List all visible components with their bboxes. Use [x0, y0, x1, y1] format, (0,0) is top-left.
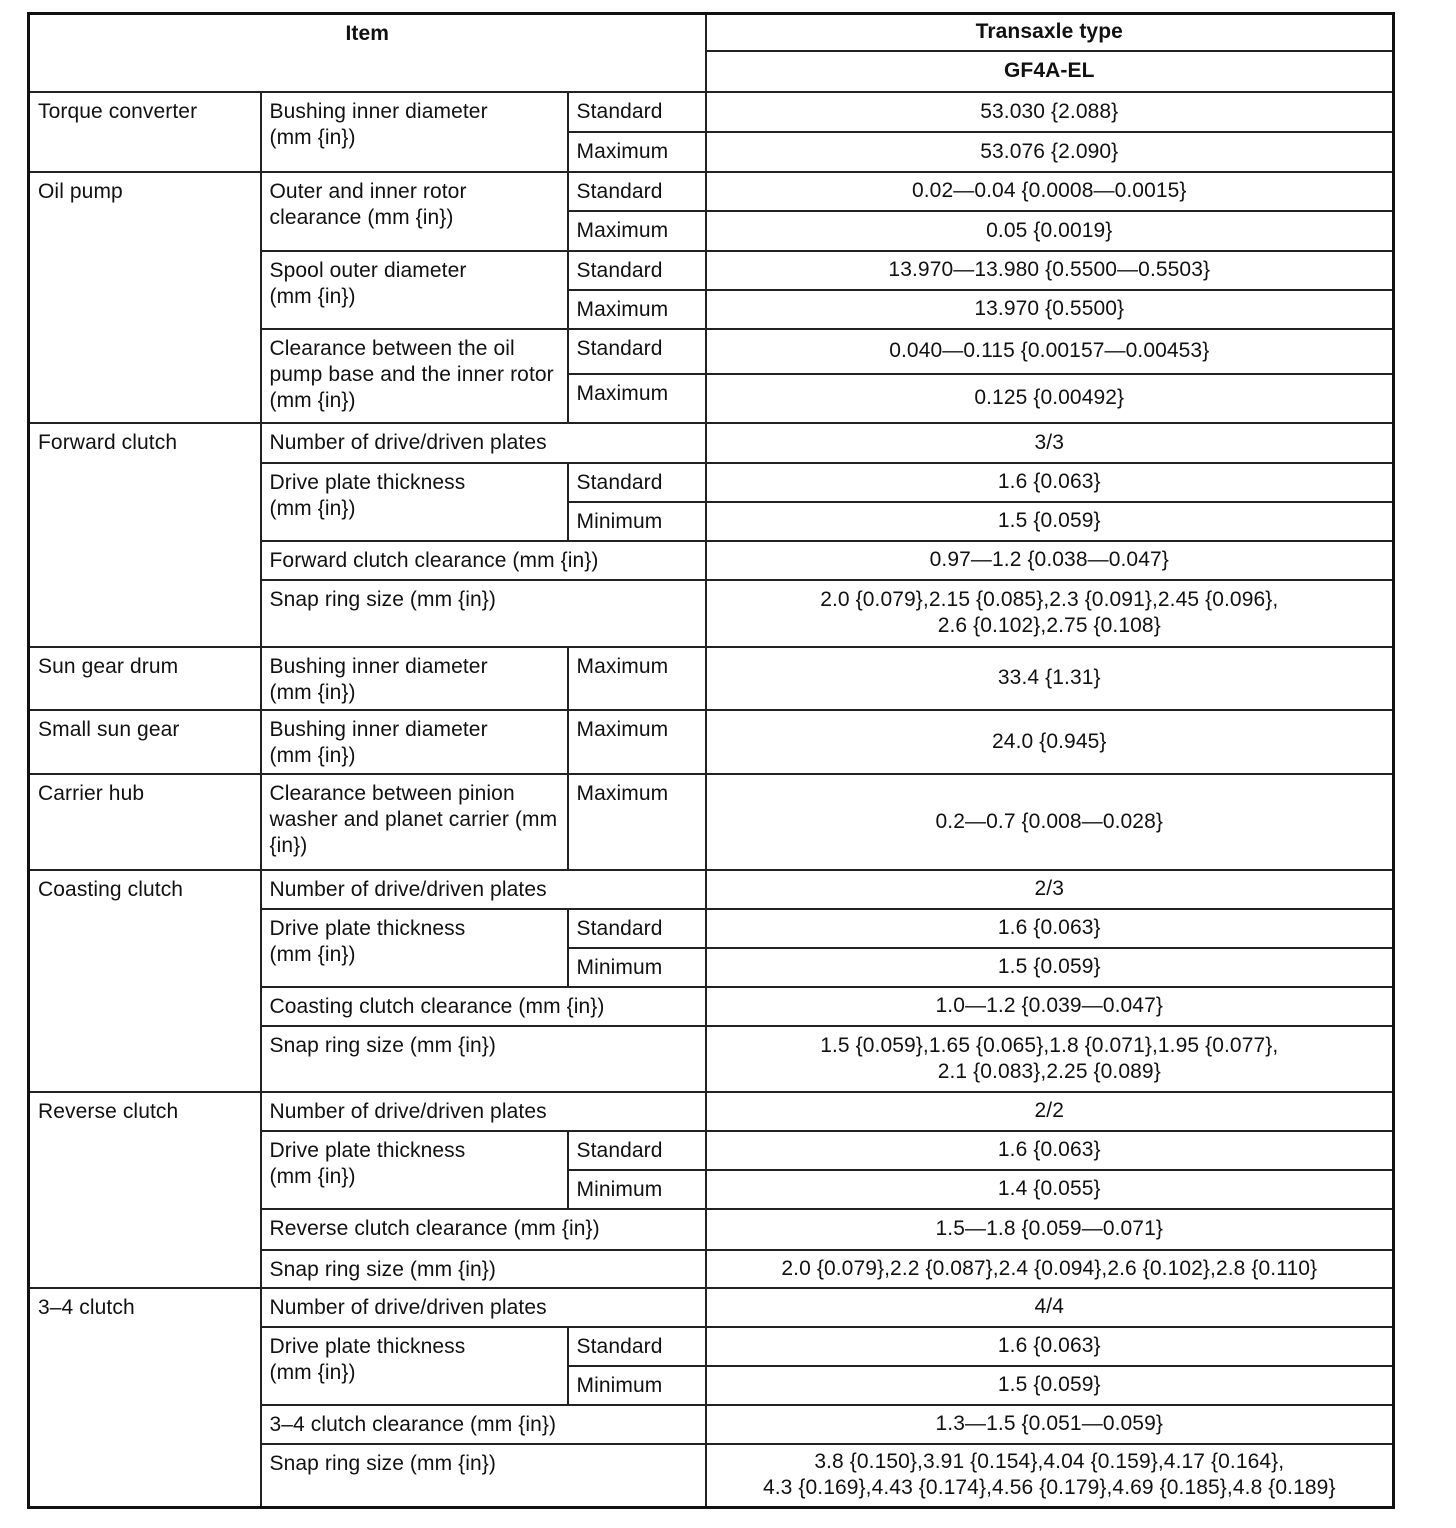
spec-value-cell: 2/2 — [706, 1092, 1394, 1131]
spec-value-cell: 1.6 {0.063} — [706, 909, 1394, 948]
condition-cell: Standard — [568, 909, 706, 948]
spec-value-cell: 33.4 {1.31} — [706, 647, 1394, 710]
item-cell: Drive plate thickness (mm {in}) — [261, 1327, 568, 1405]
item-cell: Coasting clutch — [29, 870, 261, 1092]
item-cell: Spool outer diameter (mm {in}) — [261, 251, 568, 329]
condition-cell: Maximum — [568, 290, 706, 329]
table-row — [29, 647, 1394, 710]
spec-value-cell: 1.5—1.8 {0.059—0.071} — [706, 1209, 1394, 1250]
condition-cell: Maximum — [568, 774, 706, 870]
spec-value-cell: 2.0 {0.079},2.2 {0.087},2.4 {0.094},2.6 {0.102},2.8 {0.110} — [706, 1250, 1394, 1288]
item-cell: Sun gear drum — [29, 647, 261, 710]
header-row — [29, 14, 1394, 51]
item-cell: Bushing inner diameter (mm {in}) — [261, 647, 568, 710]
spec-value-cell: 0.02—0.04 {0.0008—0.0015} — [706, 172, 1394, 211]
item-cell: Bushing inner diameter (mm {in}) — [261, 710, 568, 774]
spec-value-cell: 0.125 {0.00492} — [706, 374, 1394, 423]
table-row — [29, 870, 1394, 909]
condition-cell: Minimum — [568, 502, 706, 541]
item-cell: Number of drive/driven plates — [261, 1288, 706, 1327]
spec-value-cell: 13.970 {0.5500} — [706, 290, 1394, 329]
table-row — [29, 172, 1394, 211]
item-cell: 3–4 clutch clearance (mm {in}) — [261, 1405, 706, 1444]
spec-value-cell: 1.5 {0.059} — [706, 1366, 1394, 1405]
item-cell: Forward clutch — [29, 423, 261, 647]
item-cell: Drive plate thickness (mm {in}) — [261, 909, 568, 987]
condition-cell: Standard — [568, 92, 706, 132]
spec-value-cell: 3/3 — [706, 423, 1394, 463]
condition-cell: Minimum — [568, 948, 706, 987]
table-row — [29, 1288, 1394, 1327]
item-cell: Bushing inner diameter (mm {in}) — [261, 92, 568, 172]
item-cell: Drive plate thickness (mm {in}) — [261, 463, 568, 541]
table-row — [29, 774, 1394, 870]
condition-cell: Standard — [568, 251, 706, 290]
condition-cell: Standard — [568, 172, 706, 211]
item-cell: Snap ring size (mm {in}) — [261, 1250, 706, 1288]
spec-value-cell: 1.6 {0.063} — [706, 1327, 1394, 1366]
table-row — [29, 1092, 1394, 1131]
spec-value-cell: 13.970—13.980 {0.5500—0.5503} — [706, 251, 1394, 290]
item-cell: Number of drive/driven plates — [261, 1092, 706, 1131]
item-cell: Snap ring size (mm {in}) — [261, 580, 706, 647]
condition-cell: Maximum — [568, 132, 706, 172]
spec-value-cell: 1.4 {0.055} — [706, 1170, 1394, 1209]
condition-cell: Maximum — [568, 374, 706, 423]
spec-value-cell: 53.076 {2.090} — [706, 132, 1394, 172]
item-cell: Torque converter — [29, 92, 261, 172]
spec-value-cell: 2/3 — [706, 870, 1394, 909]
spec-value-cell: 1.6 {0.063} — [706, 1131, 1394, 1170]
condition-cell: Standard — [568, 329, 706, 374]
transaxle-spec-table — [27, 12, 1395, 1509]
condition-cell: Minimum — [568, 1170, 706, 1209]
transaxle-type-header: Transaxle type — [706, 14, 1394, 51]
item-cell: 3–4 clutch — [29, 1288, 261, 1508]
item-cell: Reverse clutch clearance (mm {in}) — [261, 1209, 706, 1250]
spec-value-cell: 1.0—1.2 {0.039—0.047} — [706, 987, 1394, 1026]
condition-cell: Standard — [568, 463, 706, 502]
table-row — [29, 423, 1394, 463]
item-cell: Oil pump — [29, 172, 261, 423]
spec-value-cell: 3.8 {0.150},3.91 {0.154},4.04 {0.159},4.17 {0.164}, 4.3 {0.169},4.43 {0.174},4.56 {0.179},4.69 {0.185},4.8 {0.189} — [706, 1444, 1394, 1508]
item-header: Item — [29, 14, 706, 92]
item-cell: Reverse clutch — [29, 1092, 261, 1288]
spec-value-cell: 1.3—1.5 {0.051—0.059} — [706, 1405, 1394, 1444]
spec-value-cell: 53.030 {2.088} — [706, 92, 1394, 132]
spec-value-cell: 0.97—1.2 {0.038—0.047} — [706, 541, 1394, 580]
spec-value-cell: 1.5 {0.059},1.65 {0.065},1.8 {0.071},1.95 {0.077}, 2.1 {0.083},2.25 {0.089} — [706, 1026, 1394, 1092]
item-cell: Outer and inner rotor clearance (mm {in}) — [261, 172, 568, 251]
condition-cell: Maximum — [568, 710, 706, 774]
item-cell: Clearance between pinion washer and planet carrier (mm {in}) — [261, 774, 568, 870]
item-cell: Number of drive/driven plates — [261, 870, 706, 909]
spec-value-cell: 1.5 {0.059} — [706, 502, 1394, 541]
table-row — [29, 92, 1394, 132]
item-cell: Number of drive/driven plates — [261, 423, 706, 463]
spec-value-cell: 4/4 — [706, 1288, 1394, 1327]
item-cell: Clearance between the oil pump base and the inner rotor (mm {in}) — [261, 329, 568, 423]
spec-value-cell: 1.5 {0.059} — [706, 948, 1394, 987]
table-row — [29, 710, 1394, 774]
model-header: GF4A-EL — [706, 51, 1394, 92]
item-cell: Coasting clutch clearance (mm {in}) — [261, 987, 706, 1026]
item-cell: Drive plate thickness (mm {in}) — [261, 1131, 568, 1209]
condition-cell: Standard — [568, 1327, 706, 1366]
condition-cell: Maximum — [568, 647, 706, 710]
spec-value-cell: 0.2—0.7 {0.008—0.028} — [706, 774, 1394, 870]
condition-cell: Minimum — [568, 1366, 706, 1405]
item-cell: Snap ring size (mm {in}) — [261, 1026, 706, 1092]
item-cell: Carrier hub — [29, 774, 261, 870]
spec-value-cell: 2.0 {0.079},2.15 {0.085},2.3 {0.091},2.45 {0.096}, 2.6 {0.102},2.75 {0.108} — [706, 580, 1394, 647]
item-cell: Small sun gear — [29, 710, 261, 774]
spec-value-cell: 24.0 {0.945} — [706, 710, 1394, 774]
condition-cell: Standard — [568, 1131, 706, 1170]
spec-value-cell: 1.6 {0.063} — [706, 463, 1394, 502]
spec-value-cell: 0.05 {0.0019} — [706, 211, 1394, 251]
item-cell: Forward clutch clearance (mm {in}) — [261, 541, 706, 580]
item-cell: Snap ring size (mm {in}) — [261, 1444, 706, 1508]
condition-cell: Maximum — [568, 211, 706, 251]
spec-value-cell: 0.040—0.115 {0.00157—0.00453} — [706, 329, 1394, 374]
